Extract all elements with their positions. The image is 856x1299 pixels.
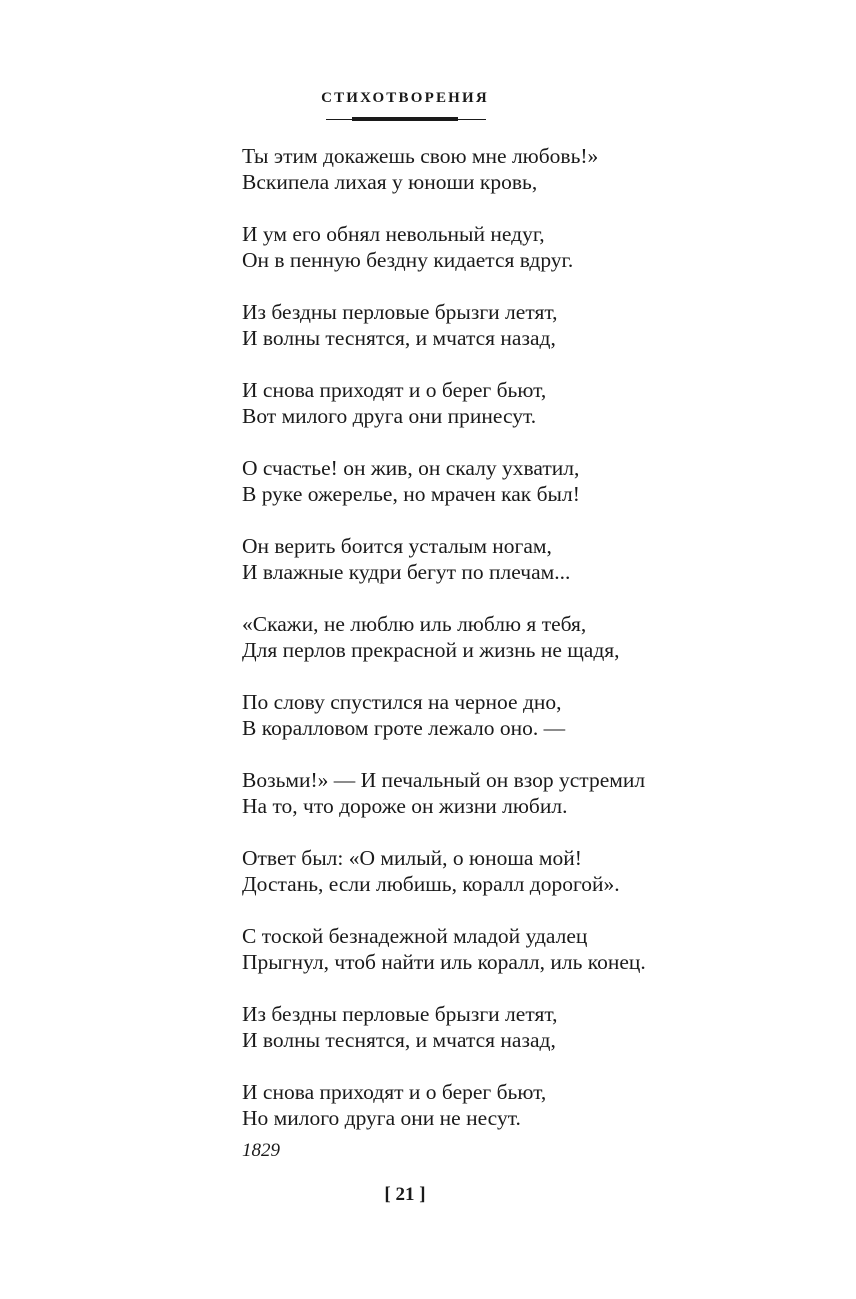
poem-line: И снова приходят и о берег бьют,	[242, 378, 547, 402]
poem-line: Он в пенную бездну кидается вдруг.	[242, 248, 574, 272]
poem-line: Ты этим докажешь свою мне любовь!»	[242, 144, 599, 168]
stanza	[242, 299, 802, 377]
stanza	[242, 845, 802, 923]
poem-line: О счастье! он жив, он скалу ухватил,	[242, 456, 580, 480]
poem-line: Прыгнул, чтоб найти иль коралл, иль конец.	[242, 950, 646, 974]
poem-line: Из бездны перловые брызги летят,	[242, 1002, 558, 1026]
stanza	[242, 377, 802, 455]
poem-line: И волны теснятся, и мчатся назад,	[242, 1028, 556, 1052]
poem-line: Вот милого друга они принесут.	[242, 404, 537, 428]
stanza	[242, 611, 802, 689]
poem-line: В коралловом гроте лежало оно. —	[242, 716, 566, 740]
poem-line: Достань, если любишь, коралл дорогой».	[242, 872, 620, 896]
poem-line: Он верить боится усталым ногам,	[242, 534, 552, 558]
poem-line: И снова приходят и о берег бьют,	[242, 1080, 547, 1104]
stanza	[242, 767, 802, 845]
poem-line: Ответ был: «О милый, о юноша мой!	[242, 846, 582, 870]
stanza	[242, 221, 802, 299]
poem-line: С тоской безнадежной младой удалец	[242, 924, 588, 948]
poem-line: Из бездны перловые брызги летят,	[242, 300, 558, 324]
page-number: [ 21 ]	[384, 1184, 426, 1205]
header-rule-thick	[352, 117, 458, 121]
section-title: СТИХОТВОРЕНИЯ	[321, 90, 489, 106]
poem-line: И влажные кудри бегут по плечам...	[242, 560, 571, 584]
poem-line: Но милого друга они не несут.	[242, 1106, 521, 1130]
stanza	[242, 1079, 802, 1157]
poem-line: И волны теснятся, и мчатся назад,	[242, 326, 556, 350]
poem-body	[242, 143, 802, 1157]
stanza	[242, 455, 802, 533]
stanza	[242, 1001, 802, 1079]
poem-line: Возьми!» — И печальный он взор устремил	[242, 768, 646, 792]
stanza	[242, 923, 802, 1001]
stanza	[242, 143, 802, 221]
poem-line: В руке ожерелье, но мрачен как был!	[242, 482, 580, 506]
poem-line: «Скажи, не люблю иль люблю я тебя,	[242, 612, 587, 636]
poem-line: Для перлов прекрасной и жизнь не щадя,	[242, 638, 620, 662]
poem-line: Вскипела лихая у юноши кровь,	[242, 170, 538, 194]
poem-date: 1829	[242, 1140, 280, 1161]
stanza	[242, 689, 802, 767]
poem-line: На то, что дороже он жизни любил.	[242, 794, 568, 818]
stanza	[242, 533, 802, 611]
poem-line: И ум его обнял невольный недуг,	[242, 222, 545, 246]
poem-line: По слову спустился на черное дно,	[242, 690, 562, 714]
